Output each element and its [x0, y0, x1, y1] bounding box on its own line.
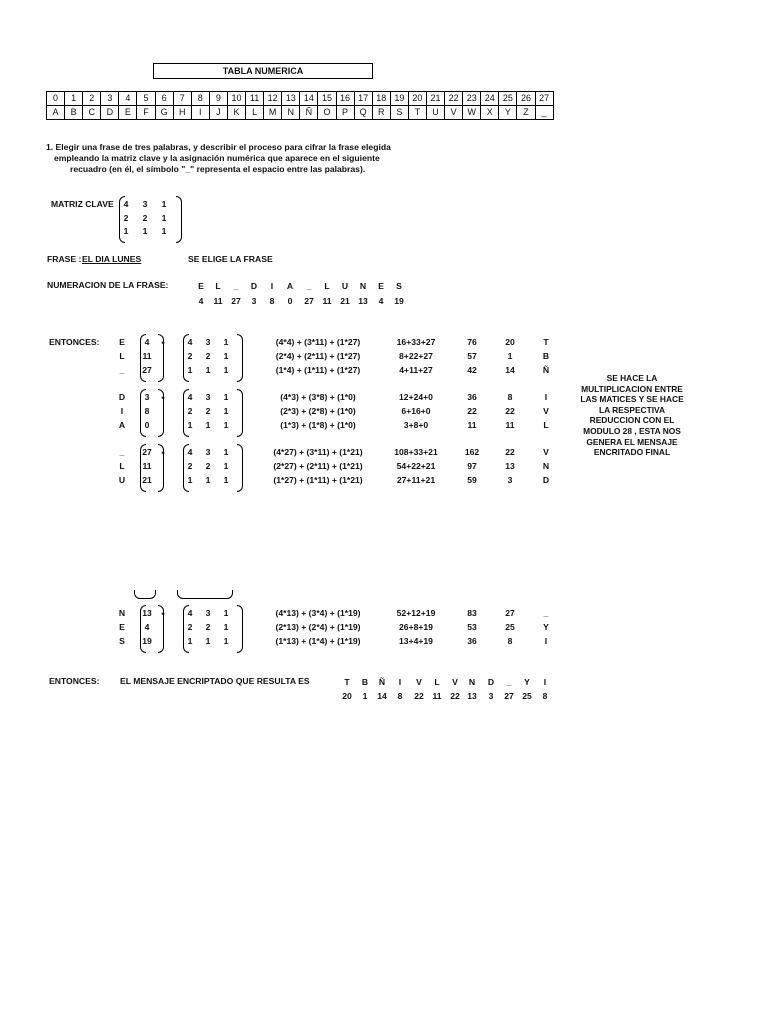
result-letter: L: [543, 420, 549, 430]
key-matrix-cell: 4: [187, 392, 193, 402]
expression: (2*27) + (2*11) + (1*21): [273, 461, 363, 471]
number-cell: 5: [137, 92, 155, 106]
numbers-row: [47, 92, 554, 106]
key-matrix-cell: 1: [223, 337, 229, 347]
number-cell: 6: [155, 92, 173, 106]
key-matrix-cell: 2: [205, 406, 211, 416]
number-cell: 26: [517, 92, 535, 106]
mod-value: 25: [505, 622, 515, 632]
key-matrix-cell: 1: [123, 226, 129, 236]
phrase-letter: E: [378, 281, 384, 291]
number-cell: 13: [282, 92, 300, 106]
expression: (4*3) + (3*8) + (1*0): [280, 392, 356, 402]
phrase-letter: U: [341, 281, 349, 291]
partial-sum: 54+22+21: [396, 461, 436, 471]
encrypted-number: 25: [522, 691, 532, 701]
total: 59: [467, 475, 477, 485]
total: 97: [467, 461, 477, 471]
number-cell: 22: [445, 92, 463, 106]
number-cell: 16: [336, 92, 354, 106]
phrase-number: 27: [304, 296, 314, 306]
mod-value: 14: [505, 365, 515, 375]
instruction-line-3: recuadro (en él, el símbolo "_" representa el espacio entre las palabras).: [70, 164, 366, 174]
numeric-table: [46, 91, 554, 120]
total: 76: [467, 337, 477, 347]
key-matrix-cell: 1: [205, 636, 211, 646]
number-cell: 2: [83, 92, 101, 106]
total: 53: [467, 622, 477, 632]
key-matrix-cell: 2: [187, 406, 193, 416]
expression: (2*4) + (2*11) + (1*27): [275, 351, 361, 361]
phrase-number: 11: [322, 296, 332, 306]
encrypted-number: 3: [488, 691, 494, 701]
mod-value: 1: [507, 351, 513, 361]
result-letter: Ñ: [542, 365, 550, 375]
mod-value: 13: [505, 461, 515, 471]
letter-cell: D: [101, 106, 119, 120]
key-matrix-cell: 1: [142, 226, 148, 236]
partial-sum: 6+16+0: [401, 406, 431, 416]
phrase-letter: _: [233, 281, 239, 291]
vector-cell: 0: [144, 420, 150, 430]
matrix-bracket-right: [237, 605, 243, 653]
phrase-number: 13: [358, 296, 368, 306]
encrypted-letter: D: [487, 677, 495, 687]
encrypted-letter: T: [344, 677, 350, 687]
key-matrix-cell: 1: [223, 475, 229, 485]
letter-cell: B: [65, 106, 83, 120]
letter-cell: V: [445, 106, 463, 120]
encrypted-letter: N: [468, 677, 476, 687]
vector-cell: 8: [144, 406, 150, 416]
side-note: SE HACE LA MULTIPLICACION ENTRE LAS MATICES Y SE HACE LA RESPECTIVA REDUCCION CON EL MODULO 28 , ESTA NOS GENERA EL MENSAJE ENCRITADO FINAL: [580, 373, 684, 458]
letter-cell: O: [318, 106, 336, 120]
key-matrix-cell: 1: [187, 420, 193, 430]
vector-cell: 11: [142, 351, 152, 361]
key-matrix-cell: 1: [223, 622, 229, 632]
key-matrix-cell: 1: [223, 447, 229, 457]
key-matrix-cell: 4: [187, 608, 193, 618]
matrix-bracket-right: [237, 444, 243, 492]
key-matrix-cell: 1: [205, 475, 211, 485]
key-matrix-cell: 1: [223, 351, 229, 361]
matrix-bracket-right: [176, 196, 182, 243]
block-letter: L: [119, 461, 125, 471]
encrypted-letter: Ñ: [378, 677, 386, 687]
encrypted-number: 22: [450, 691, 460, 701]
key-matrix-cell: 1: [223, 636, 229, 646]
vector-cell: 4: [144, 337, 150, 347]
phrase-number: 4: [378, 296, 384, 306]
vector-cell: 21: [142, 475, 152, 485]
key-matrix-cell: 3: [205, 608, 211, 618]
block-letter: E: [119, 337, 125, 347]
number-cell: 9: [209, 92, 227, 106]
key-matrix-cell: 1: [223, 608, 229, 618]
number-cell: 3: [101, 92, 119, 106]
letter-cell: K: [227, 106, 245, 120]
number-cell: 19: [390, 92, 408, 106]
letter-cell: P: [336, 106, 354, 120]
bracket-fragment: [134, 590, 156, 599]
partial-sum: 108+33+21: [394, 447, 438, 457]
key-matrix-cell: 1: [187, 636, 193, 646]
result-letter: B: [542, 351, 550, 361]
result-letter: T: [543, 337, 549, 347]
result-letter: N: [542, 461, 550, 471]
phrase-letter: A: [286, 281, 294, 291]
final-text: EL MENSAJE ENCRIPTADO QUE RESULTA ES: [120, 676, 310, 686]
result-letter: V: [543, 447, 549, 457]
vector-cell: 19: [142, 636, 152, 646]
multiply-sign: *: [161, 339, 165, 349]
mod-value: 20: [505, 337, 515, 347]
total: 162: [464, 447, 480, 457]
phrase-number: 27: [231, 296, 241, 306]
letter-cell: U: [426, 106, 444, 120]
encrypted-letter: V: [416, 677, 422, 687]
number-cell: 23: [463, 92, 481, 106]
mod-value: 8: [507, 636, 513, 646]
phrase-letter: S: [396, 281, 402, 291]
mod-value: 22: [505, 447, 515, 457]
letter-cell: F: [137, 106, 155, 120]
key-matrix-cell: 3: [205, 447, 211, 457]
number-cell: 27: [535, 92, 553, 106]
encrypted-number: 11: [432, 691, 442, 701]
expression: (4*4) + (3*11) + (1*27): [275, 337, 361, 347]
result-letter: V: [543, 406, 549, 416]
final-then-label: ENTONCES:: [49, 676, 100, 686]
total: 42: [467, 365, 477, 375]
partial-sum: 26+8+19: [399, 622, 433, 632]
result-letter: D: [542, 475, 550, 485]
phrase-number: 3: [251, 296, 257, 306]
key-matrix-cell: 3: [205, 392, 211, 402]
block-letter: E: [119, 622, 125, 632]
number-cell: 18: [372, 92, 390, 106]
letter-cell: T: [408, 106, 426, 120]
phrase-letter: E: [198, 281, 204, 291]
key-matrix-cell: 1: [223, 406, 229, 416]
number-cell: 24: [481, 92, 499, 106]
phrase-letter: _: [306, 281, 312, 291]
block-letter: _: [119, 365, 125, 375]
expression: (1*4) + (1*11) + (1*27): [275, 365, 361, 375]
partial-sum: 8+22+27: [399, 351, 433, 361]
partial-sum: 3+8+0: [403, 420, 429, 430]
phrase-number: 0: [287, 296, 293, 306]
encrypted-number: 20: [342, 691, 352, 701]
letter-cell: J: [209, 106, 227, 120]
block-letter: N: [118, 608, 126, 618]
total: 36: [467, 392, 477, 402]
matrix-bracket-right: [237, 389, 243, 437]
block-letter: I: [120, 406, 124, 416]
letter-cell: W: [463, 106, 481, 120]
total: 11: [467, 420, 477, 430]
instruction-line-1: 1. Elegir una frase de tres palabras, y describir el proceso para cifrar la frase elegida: [46, 142, 391, 152]
phrase-letter: L: [215, 281, 221, 291]
letter-cell: X: [481, 106, 499, 120]
key-matrix-cell: 2: [142, 212, 148, 223]
encrypted-number: 14: [377, 691, 387, 701]
number-cell: 11: [246, 92, 264, 106]
encrypted-letter: L: [434, 677, 440, 687]
block-letter: D: [118, 392, 126, 402]
letter-cell: Z: [517, 106, 535, 120]
partial-sum: 16+33+27: [396, 337, 436, 347]
encrypted-letter: _: [506, 677, 512, 687]
letter-cell: Q: [354, 106, 372, 120]
key-matrix-cell: 4: [187, 447, 193, 457]
total: 83: [467, 608, 477, 618]
result-letter: Y: [543, 622, 549, 632]
key-matrix-cell: 2: [205, 351, 211, 361]
total: 36: [467, 636, 477, 646]
encrypted-letter: Y: [524, 677, 530, 687]
block-letter: U: [118, 475, 126, 485]
vector-cell: 27: [142, 365, 152, 375]
block-letter: L: [119, 351, 125, 361]
number-cell: 4: [119, 92, 137, 106]
block-letter: S: [119, 636, 125, 646]
encrypted-number: 1: [362, 691, 368, 701]
result-letter: I: [544, 636, 548, 646]
encrypted-number: 22: [414, 691, 424, 701]
expression: (2*3) + (2*8) + (1*0): [280, 406, 356, 416]
letter-cell: Y: [499, 106, 517, 120]
letter-cell: L: [246, 106, 264, 120]
matrix-bracket-right: [237, 334, 243, 382]
number-cell: 17: [354, 92, 372, 106]
phrase-number: 19: [394, 296, 404, 306]
encrypted-letter: V: [452, 677, 458, 687]
letter-cell: E: [119, 106, 137, 120]
partial-sum: 52+12+19: [396, 608, 436, 618]
block-letter: A: [118, 420, 126, 430]
encrypted-number: 27: [504, 691, 514, 701]
letter-cell: Ñ: [300, 106, 318, 120]
key-matrix-cell: 2: [187, 622, 193, 632]
vector-cell: 3: [144, 392, 150, 402]
phrase-number: 11: [213, 296, 223, 306]
letter-cell: M: [264, 106, 282, 120]
number-cell: 0: [47, 92, 65, 106]
phrase-label: FRASE :: [47, 254, 82, 264]
mod-value: 8: [507, 392, 513, 402]
key-matrix-cell: 1: [205, 365, 211, 375]
result-letter: _: [543, 608, 549, 618]
key-matrix-cell: 4: [123, 199, 129, 209]
vector-cell: 13: [142, 608, 152, 618]
phrase-value: EL DIA LUNES: [82, 254, 142, 264]
encrypted-letter: I: [398, 677, 402, 687]
key-matrix-cell: 1: [205, 420, 211, 430]
mod-value: 3: [507, 475, 513, 485]
expression: (1*13) + (1*4) + (1*19): [275, 636, 361, 646]
letter-cell: G: [155, 106, 173, 120]
multiply-sign: *: [161, 394, 165, 404]
key-matrix-cell: 1: [223, 420, 229, 430]
key-matrix-cell: 3: [142, 199, 148, 209]
key-matrix-cell: 1: [223, 392, 229, 402]
letter-cell: H: [173, 106, 191, 120]
result-letter: I: [544, 392, 548, 402]
key-matrix-cell: 2: [123, 212, 129, 223]
key-matrix-cell: 1: [223, 365, 229, 375]
expression: (1*3) + (1*8) + (1*0): [280, 420, 356, 430]
number-cell: 20: [408, 92, 426, 106]
partial-sum: 27+11+21: [396, 475, 436, 485]
expression: (4*27) + (3*11) + (1*21): [273, 447, 363, 457]
partial-sum: 4+11+27: [399, 365, 433, 375]
number-cell: 12: [264, 92, 282, 106]
number-cell: 15: [318, 92, 336, 106]
numeration-label: NUMERACION DE LA FRASE:: [47, 280, 169, 290]
number-cell: 14: [300, 92, 318, 106]
multiply-sign: *: [161, 449, 165, 459]
vector-cell: 27: [142, 447, 152, 457]
partial-sum: 13+4+19: [399, 636, 433, 646]
number-cell: 1: [65, 92, 83, 106]
key-matrix-cell: 1: [187, 365, 193, 375]
letter-cell: I: [191, 106, 209, 120]
phrase-number: 8: [269, 296, 275, 306]
table-title: TABLA NUMERICA: [153, 63, 373, 79]
mod-value: 27: [505, 608, 515, 618]
expression: (2*13) + (2*4) + (1*19): [275, 622, 361, 632]
encrypted-letter: B: [361, 677, 369, 687]
letter-cell: _: [535, 106, 553, 120]
encrypted-letter: I: [543, 677, 547, 687]
phrase-letter: N: [359, 281, 367, 291]
key-matrix-label: MATRIZ CLAVE: [51, 199, 114, 209]
total: 22: [467, 406, 477, 416]
number-cell: 10: [227, 92, 245, 106]
phrase-letter: I: [270, 281, 274, 291]
encrypted-number: 13: [467, 691, 477, 701]
mod-value: 22: [505, 406, 515, 416]
vector-cell: 11: [142, 461, 152, 471]
bracket-fragment: [177, 590, 233, 599]
key-matrix-cell: 2: [205, 461, 211, 471]
number-cell: 8: [191, 92, 209, 106]
letter-cell: N: [282, 106, 300, 120]
phrase-note: SE ELIGE LA FRASE: [188, 254, 273, 264]
key-matrix-cell: 1: [161, 212, 167, 223]
key-matrix-cell: 1: [223, 461, 229, 471]
mod-value: 11: [505, 420, 515, 430]
partial-sum: 12+24+0: [399, 392, 433, 402]
key-matrix-cell: 2: [205, 622, 211, 632]
then-label: ENTONCES:: [49, 337, 100, 347]
key-matrix-cell: 1: [161, 226, 167, 236]
letters-row: [47, 106, 554, 120]
expression: (4*13) + (3*4) + (1*19): [275, 608, 361, 618]
letter-cell: C: [83, 106, 101, 120]
number-cell: 21: [426, 92, 444, 106]
letter-cell: R: [372, 106, 390, 120]
vector-cell: 4: [144, 622, 150, 632]
multiply-sign: *: [161, 610, 165, 620]
total: 57: [467, 351, 477, 361]
key-matrix-cell: 2: [187, 461, 193, 471]
key-matrix-cell: 4: [187, 337, 193, 347]
key-matrix-cell: 1: [161, 199, 167, 209]
letter-cell: A: [47, 106, 65, 120]
key-matrix-cell: 3: [205, 337, 211, 347]
number-cell: 25: [499, 92, 517, 106]
phrase-number: 4: [198, 296, 204, 306]
block-letter: _: [119, 447, 125, 457]
phrase-letter: D: [250, 281, 258, 291]
phrase-number: 21: [340, 296, 350, 306]
number-cell: 7: [173, 92, 191, 106]
letter-cell: S: [390, 106, 408, 120]
key-matrix-cell: 2: [187, 351, 193, 361]
encrypted-number: 8: [542, 691, 548, 701]
encrypted-number: 8: [397, 691, 403, 701]
expression: (1*27) + (1*11) + (1*21): [273, 475, 363, 485]
instruction-line-2: empleando la matriz clave y la asignación numérica que aparece en el siguiente: [54, 153, 380, 163]
phrase-letter: L: [324, 281, 330, 291]
key-matrix-cell: 1: [187, 475, 193, 485]
